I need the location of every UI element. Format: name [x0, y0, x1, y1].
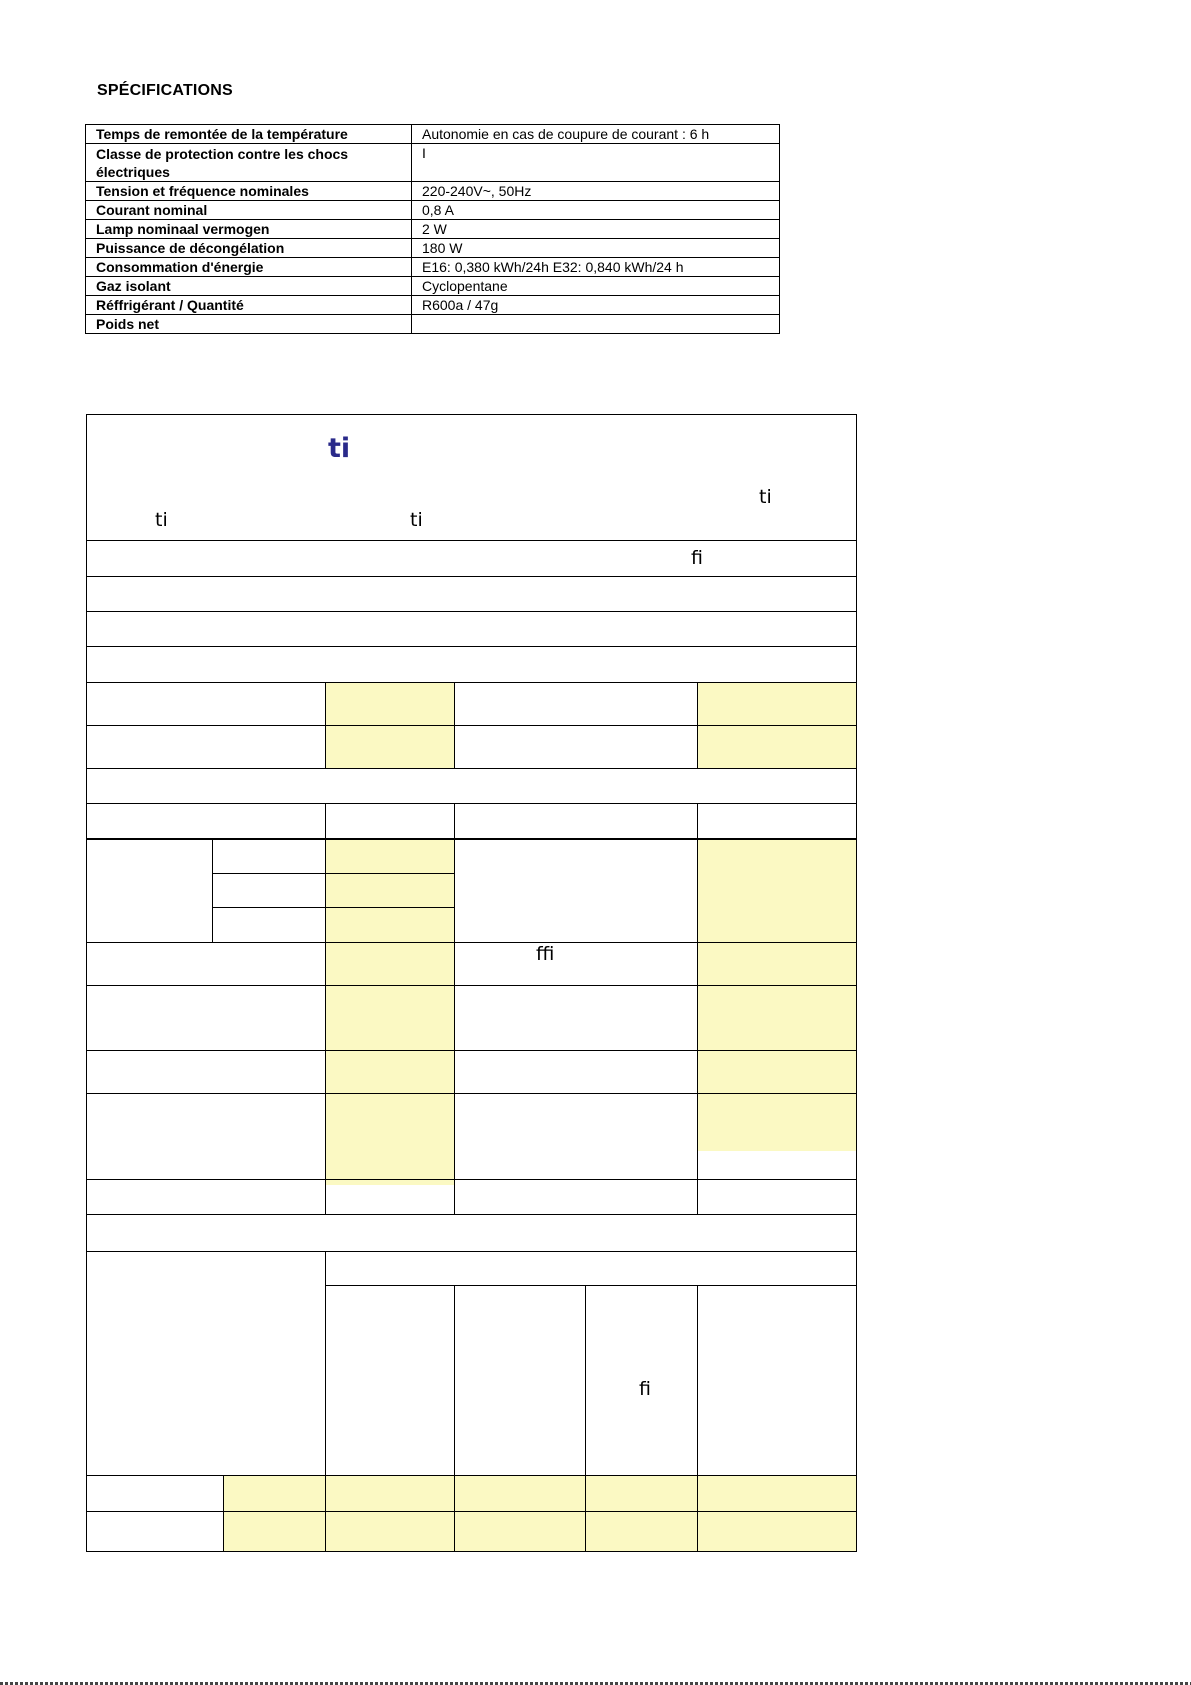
spec-label: Poids net — [86, 315, 412, 334]
spec-row — [86, 144, 780, 182]
row-rule — [87, 768, 857, 769]
row-rule — [87, 1179, 857, 1180]
spec-value: 2 W — [412, 220, 780, 239]
ligature-glyph: ti — [155, 509, 168, 531]
row-rule — [87, 803, 857, 804]
fiche-cell — [325, 942, 454, 1185]
spec-row — [86, 239, 780, 258]
row-rule — [87, 985, 857, 986]
spec-label: Consommation d'énergie — [86, 258, 412, 277]
row-rule — [87, 1050, 857, 1051]
spec-row — [86, 182, 780, 201]
spec-label: Courant nominal — [86, 201, 412, 220]
column-rule — [454, 803, 455, 1214]
spec-label: Temps de remontée de la température — [86, 125, 412, 144]
spec-value: I — [412, 144, 780, 182]
spec-row — [86, 296, 780, 315]
spec-label: Classe de protection contre les chocs électriques — [86, 144, 412, 182]
column-rule — [697, 803, 698, 1214]
row-rule — [87, 576, 857, 577]
row-rule — [212, 873, 454, 874]
spec-row — [86, 277, 780, 296]
spec-label: Puissance de décongélation — [86, 239, 412, 258]
ligature-glyph: ffi — [536, 943, 555, 965]
row-rule — [87, 1093, 857, 1094]
ligature-glyph: ti — [328, 433, 351, 464]
spec-label: Réffrigérant / Quantité — [86, 296, 412, 315]
column-rule — [697, 1285, 698, 1552]
row-rule — [87, 725, 857, 726]
column-rule — [212, 838, 213, 942]
spec-label: Tension et fréquence nominales — [86, 182, 412, 201]
row-rule — [87, 1511, 857, 1512]
fiche-cell — [223, 1475, 856, 1551]
fiche-cell — [697, 682, 856, 725]
fiche-cell — [697, 838, 856, 942]
column-rule — [585, 1285, 586, 1552]
row-rule — [212, 907, 454, 908]
ligature-glyph: fi — [691, 547, 703, 569]
fiche-cell — [325, 838, 454, 942]
column-rule — [325, 682, 326, 769]
spec-row — [86, 258, 780, 277]
row-rule — [87, 682, 857, 683]
ligature-glyph: ti — [410, 509, 423, 531]
spec-value: E16: 0,380 kWh/24h E32: 0,840 kWh/24 h — [412, 258, 780, 277]
column-rule — [325, 1251, 326, 1552]
fiche-cell — [697, 725, 856, 768]
spec-value: R600a / 47g — [412, 296, 780, 315]
row-rule — [87, 1214, 857, 1215]
spec-value: 220-240V~, 50Hz — [412, 182, 780, 201]
spec-row — [86, 201, 780, 220]
row-rule — [87, 646, 857, 647]
row-rule — [87, 1251, 857, 1252]
spec-value: Autonomie en cas de coupure de courant : 6 h — [412, 125, 780, 144]
spec-label: Lamp nominaal vermogen — [86, 220, 412, 239]
specifications-title: SPÉCIFICATIONS — [97, 82, 233, 99]
spec-row — [86, 220, 780, 239]
spec-value: 0,8 A — [412, 201, 780, 220]
row-rule — [87, 942, 857, 943]
fiche-cell — [325, 682, 454, 725]
column-rule — [454, 682, 455, 769]
spec-value: 180 W — [412, 239, 780, 258]
product-fiche-table — [86, 414, 857, 1552]
row-rule — [87, 540, 857, 541]
column-rule — [697, 682, 698, 769]
ligature-glyph: ti — [759, 486, 772, 508]
spec-row — [86, 125, 780, 144]
spec-value: Cyclopentane — [412, 277, 780, 296]
specifications-table — [85, 124, 780, 334]
spec-value — [412, 315, 780, 334]
column-rule — [223, 1475, 224, 1552]
row-rule — [87, 1475, 857, 1476]
spec-row — [86, 315, 780, 334]
ligature-glyph: fi — [639, 1378, 651, 1400]
row-rule — [87, 838, 857, 840]
fiche-cell — [325, 725, 454, 768]
column-rule — [325, 803, 326, 1214]
spec-label: Gaz isolant — [86, 277, 412, 296]
row-rule — [87, 611, 857, 612]
row-rule — [325, 1285, 857, 1286]
fiche-cell — [697, 942, 856, 1151]
column-rule — [454, 1285, 455, 1552]
